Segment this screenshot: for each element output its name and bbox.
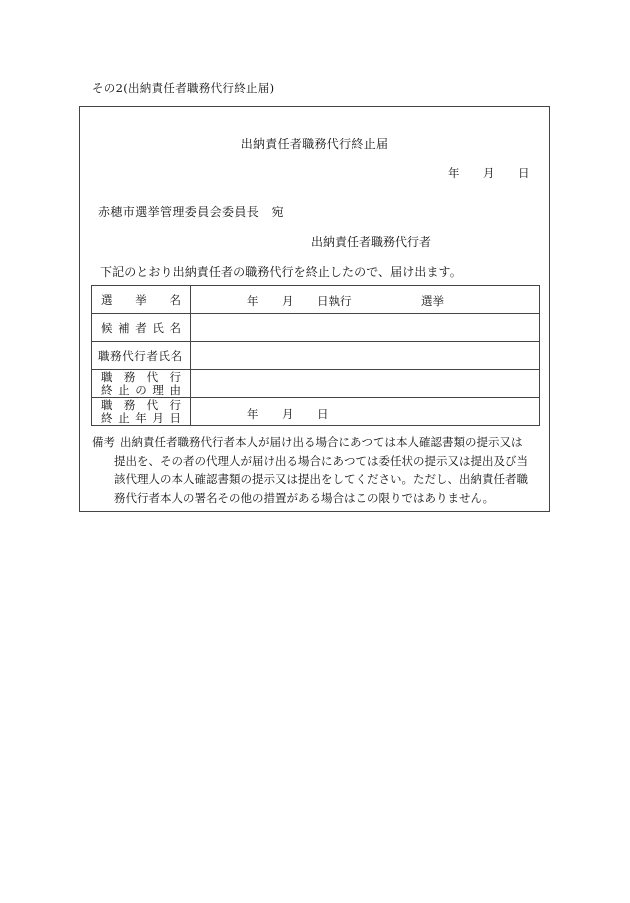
intro-text: 下記のとおり出納責任者の職務代行を終止したので、届け出ます。	[100, 265, 462, 279]
termination-year-label: 年	[247, 407, 259, 421]
label-char: 理	[152, 382, 164, 397]
table-row	[92, 342, 540, 370]
form-caption: その2(出納責任者職務代行終止届)	[92, 81, 275, 95]
remarks-line: 出納責任者職務代行者本人が届け出る場合にあつては本人確認書類の提示又は	[120, 435, 523, 449]
termination-reason-value	[191, 370, 540, 398]
label-char: 止	[118, 382, 130, 397]
acting-officer-name-label	[92, 342, 191, 370]
report-table	[91, 285, 540, 426]
label-char: 終	[101, 382, 113, 397]
label-char: 職	[101, 398, 113, 412]
remarks-heading: 備考	[92, 435, 115, 449]
date-year: 年	[448, 166, 460, 180]
date-month: 月	[483, 166, 495, 180]
label-char: 年	[135, 410, 147, 425]
label-char: 職	[101, 370, 113, 384]
remarks-note	[92, 433, 540, 507]
remarks-line: 提出を、その者の代理人が届け出る場合にあつては委任状の提示又は提出及び当	[114, 453, 528, 468]
addressee: 赤穂市選挙管理委員会委員長 宛	[98, 205, 285, 219]
label-char: 行	[169, 370, 181, 384]
election-suffix-label: 選挙	[421, 294, 444, 308]
termination-date-label	[92, 398, 191, 426]
termination-day-label: 日	[317, 407, 329, 421]
candidate-name-label	[92, 314, 191, 342]
label-char: 務	[123, 370, 136, 384]
election-year-label: 年	[247, 294, 259, 308]
form-title: 出納責任者職務代行終止届	[240, 137, 389, 151]
candidate-name-value	[191, 314, 540, 342]
label-char: 名	[169, 320, 181, 335]
label-char: 代	[146, 398, 159, 412]
label-text: 職務代行者氏名	[98, 348, 183, 363]
label-char: 代	[146, 370, 159, 384]
table-row	[92, 286, 540, 314]
label-char: 選	[101, 292, 113, 307]
remarks-line: 該代理人の本人確認書類の提示又は提出をしてください。ただし、出納責任者職	[114, 472, 528, 486]
label-char: 務	[123, 398, 136, 412]
election-name-label	[92, 286, 191, 314]
table-row	[92, 398, 540, 426]
termination-date-value	[191, 398, 540, 426]
acting-officer-label: 出納責任者職務代行者	[310, 235, 431, 249]
remarks-line: 務代行者本人の署名その他の措置がある場合はこの限りではありません。	[114, 490, 495, 505]
form-frame	[79, 106, 550, 512]
label-char: 補	[118, 320, 130, 335]
label-char: 候	[101, 320, 113, 335]
election-month-label: 月	[282, 294, 294, 308]
label-char: 止	[118, 410, 130, 425]
label-char: 名	[169, 292, 181, 307]
label-char: 行	[169, 398, 181, 412]
election-name-value	[191, 286, 540, 314]
label-char: 由	[169, 382, 181, 397]
label-char: 者	[135, 320, 147, 335]
label-char: の	[135, 382, 147, 397]
date-day: 日	[518, 166, 530, 180]
label-char: 日	[169, 410, 181, 425]
label-char: 終	[101, 410, 113, 425]
election-day-exec-label: 日執行	[317, 294, 352, 308]
label-char: 氏	[152, 320, 164, 335]
label-char: 月	[152, 410, 164, 425]
termination-reason-label	[92, 370, 191, 398]
table-row	[92, 370, 540, 398]
termination-month-label: 月	[282, 407, 294, 421]
acting-officer-name-value	[191, 342, 540, 370]
label-char: 挙	[135, 292, 147, 307]
table-row	[92, 314, 540, 342]
